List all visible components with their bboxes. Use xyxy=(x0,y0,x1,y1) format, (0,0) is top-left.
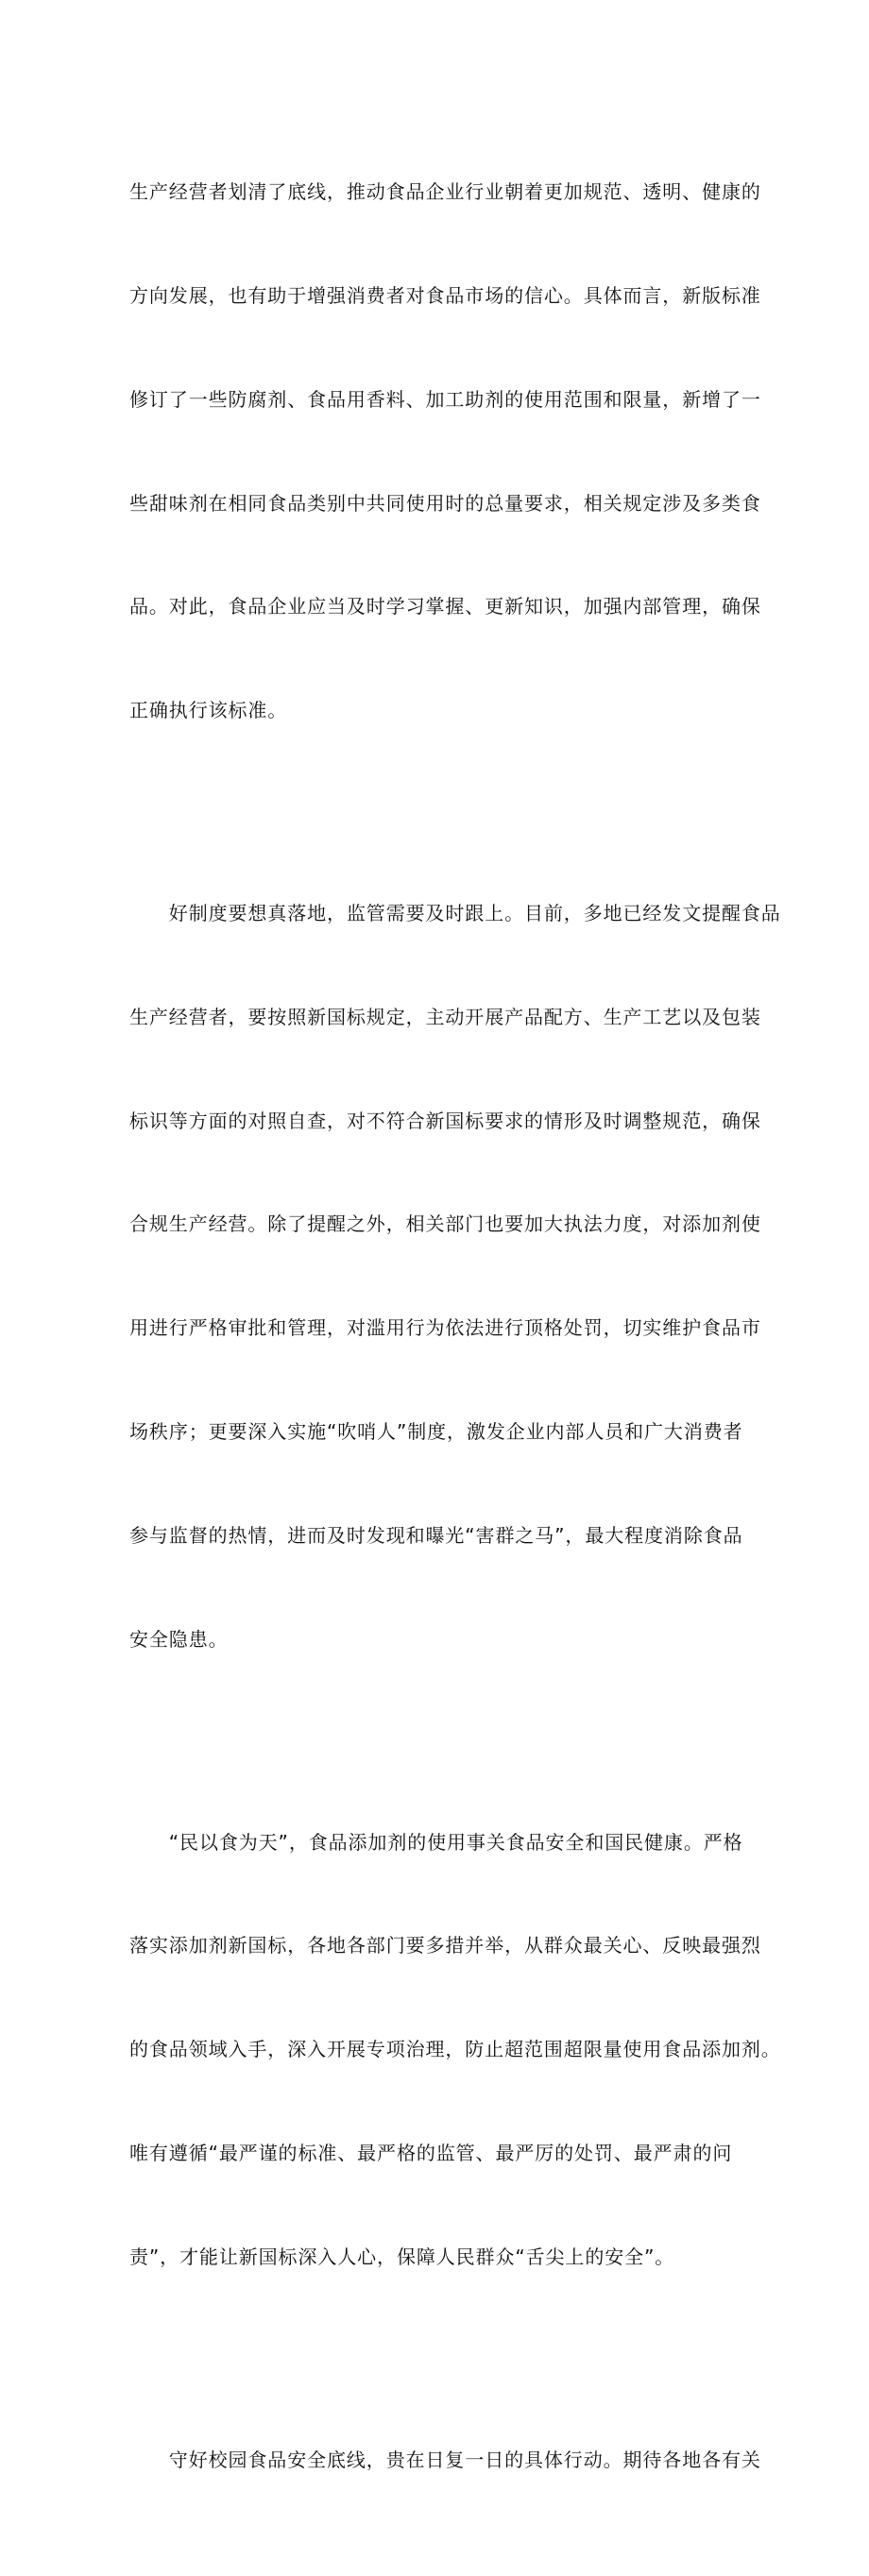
text-line: 的食品领域入手，深入开展专项治理，防止超范围超限量使用食品添加剂。 xyxy=(129,2038,781,2061)
text-line: 方向发展，也有助于增强消费者对食品市场的信心。具体而言，新版标准 xyxy=(129,283,761,307)
text-line: 些甜味剂在相同食品类别中共同使用时的总量要求，相关规定涉及多类食 xyxy=(129,491,761,515)
text-line: “民以食为天”，食品添加剂的使用事关食品安全和国民健康。严格 xyxy=(129,1830,743,1854)
text-line: 守好校园食品安全底线，贵在日复一日的具体行动。期待各地各有关 xyxy=(129,2448,761,2471)
text-line: 落实添加剂新国标，各地各部门要多措并举，从群众最关心、反映最强烈 xyxy=(129,1934,761,1957)
text-line: 修订了一些防腐剂、食品用香料、加工助剂的使用范围和限量，新增了一 xyxy=(129,387,761,411)
text-line: 用进行严格审批和管理，对滥用行为依法进行顶格处罚，切实维护食品市 xyxy=(129,1316,761,1340)
text-line: 正确执行该标准。 xyxy=(129,699,288,722)
text-line: 责”，才能让新国标深入人心，保障人民群众“舌尖上的安全”。 xyxy=(129,2245,675,2268)
paragraph-3 xyxy=(129,1755,781,2343)
paragraph-2 xyxy=(129,827,781,1725)
document-body xyxy=(129,106,781,2576)
text-line: 场秩序；更要深入实施“吹哨人”制度，激发企业内部人员和广大消费者 xyxy=(129,1419,743,1443)
text-line: 生产经营者划清了底线，推动食品企业行业朝着更加规范、透明、健康的 xyxy=(129,180,761,204)
text-line: 标识等方面的对照自查，对不符合新国标要求的情形及时调整规范，确保 xyxy=(129,1109,761,1132)
text-line: 安全隐患。 xyxy=(129,1627,229,1651)
text-line: 合规生产经营。除了提醒之外，相关部门也要加大执法力度，对添加剂使 xyxy=(129,1212,761,1236)
paragraph-1 xyxy=(129,106,761,797)
text-line: 参与监督的热情，进而及时发现和曝光“害群之马”，最大程度消除食品 xyxy=(129,1523,743,1547)
text-line: 唯有遵循“最严谨的标准、最严格的监管、最严厉的处罚、最严肃的问 xyxy=(129,2141,733,2164)
text-line: 生产经营者，要按照新国标规定，主动开展产品配方、生产工艺以及包装 xyxy=(129,1005,761,1028)
text-line: 好制度要想真落地，监管需要及时跟上。目前，多地已经发文提醒食品 xyxy=(129,902,781,925)
paragraph-4 xyxy=(129,2373,761,2546)
text-line: 品。对此，食品企业应当及时学习掌握、更新知识，加强内部管理，确保 xyxy=(129,595,761,619)
